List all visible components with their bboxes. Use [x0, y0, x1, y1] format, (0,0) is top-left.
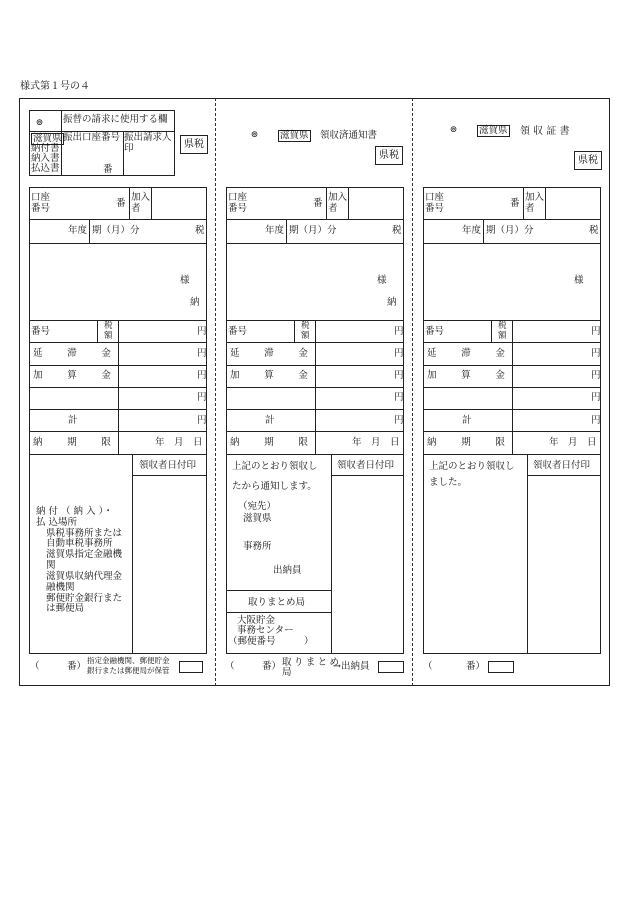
- payplace-3: 滋賀県指定金融機: [46, 549, 123, 560]
- nou: 納: [387, 297, 397, 308]
- ki-bun: 期（月）分: [92, 225, 140, 236]
- ki-bun: 期（月）分: [289, 225, 337, 236]
- en-4: 円: [197, 392, 207, 403]
- zeigaku-2: 額: [498, 331, 507, 341]
- en-1: 円: [394, 326, 404, 337]
- ymd: 年 月 日: [352, 437, 400, 448]
- zei: 税: [392, 225, 402, 236]
- nouki: 納 期 限: [33, 437, 119, 448]
- koza-ban: 番: [313, 198, 323, 209]
- panel2-title: 領収済通知書: [320, 130, 378, 141]
- nouki: 納 期 限: [427, 437, 513, 448]
- foot-ban-3: 番）: [466, 661, 486, 672]
- zei: 税: [589, 225, 599, 236]
- en-3: 円: [394, 370, 404, 381]
- kei: 計: [462, 415, 472, 426]
- pref-label: 滋賀県: [280, 130, 309, 141]
- notice-2: たから通知します。: [232, 481, 317, 492]
- en-4: 円: [591, 392, 601, 403]
- kenzei-badge: 県税: [375, 146, 403, 165]
- slip-type-2: 納付書: [31, 143, 60, 154]
- zei: 税: [195, 225, 205, 236]
- payplace-title-1: 納 付 （ 納 入 ）・: [36, 506, 113, 517]
- osaka-1: 大阪貯金: [237, 615, 276, 626]
- foot-ban-1: 番）: [67, 661, 87, 672]
- atesaki-2: 滋賀県: [243, 513, 272, 524]
- slip-type-4: 払込書: [31, 163, 60, 174]
- perforation-2: [412, 98, 413, 686]
- en-5: 円: [197, 415, 207, 426]
- payplace-1: 県税事務所または: [46, 528, 123, 539]
- furide-koza-label: 振出口座番号: [63, 132, 121, 143]
- nendo: 年度: [265, 225, 285, 236]
- kasan-kin: 加 算 金: [230, 370, 316, 381]
- foot-note-1: 指定金融機関、郵便貯金: [87, 656, 170, 665]
- payplace-2: 自動車税事務所: [46, 538, 113, 549]
- osaka-3: （郵便番号 ）: [228, 636, 314, 647]
- kei: 計: [265, 415, 275, 426]
- kanyusha-2: 者: [328, 203, 338, 214]
- kanyusha-1: 加入: [525, 192, 545, 203]
- kanyusha-1: 加入: [131, 192, 151, 203]
- kanyusha-1: 加入: [328, 192, 348, 203]
- kenzei-badge: 県税: [574, 151, 602, 170]
- osaka-2: 事務センター: [237, 625, 294, 636]
- zeigaku-1: 税: [498, 321, 507, 331]
- sama: 様: [574, 275, 584, 286]
- en-5: 円: [591, 415, 601, 426]
- koza-ban: 番: [510, 198, 520, 209]
- jimusho: 事務所: [243, 541, 272, 552]
- nendo: 年度: [462, 225, 482, 236]
- ki-bun: 期（月）分: [486, 225, 534, 236]
- koza-bango-2: 番号: [425, 203, 445, 214]
- ymd: 年 月 日: [155, 437, 203, 448]
- en-2: 円: [591, 348, 601, 359]
- transfer-title: 振替の請求に使用する欄: [63, 114, 168, 125]
- zeigaku-1: 税: [301, 321, 310, 331]
- en-1: 円: [591, 326, 601, 337]
- kei: 計: [68, 415, 78, 426]
- entai-kin: 延 滞 金: [427, 348, 513, 359]
- koza-bango-2: 番号: [228, 203, 248, 214]
- atesaki-1: （宛先）: [238, 501, 277, 512]
- slip-type-1: 滋賀県: [33, 133, 62, 144]
- torimatome-label: 取りまとめ局: [248, 597, 306, 608]
- kasan-kin: 加 算 金: [427, 370, 513, 381]
- koza-bango-2: 番号: [31, 203, 51, 214]
- panel3-title: 領 収 証 書: [520, 126, 570, 137]
- zeigaku-1: 税: [104, 321, 113, 331]
- kanyusha-2: 者: [131, 203, 141, 214]
- payplace-title-2: 払 込場所: [36, 517, 78, 528]
- foot-paren-3: （: [423, 661, 433, 672]
- notice-1: 上記のとおり領収し: [232, 461, 318, 472]
- en-3: 円: [197, 370, 207, 381]
- nouki: 納 期 限: [230, 437, 316, 448]
- kanyusha-2: 者: [525, 203, 535, 214]
- bango: 番号: [425, 326, 445, 337]
- kenzei-badge: 県税: [180, 135, 208, 154]
- stamp-mark: ⊚: [35, 118, 44, 128]
- en-2: 円: [394, 348, 404, 359]
- ymd: 年 月 日: [549, 437, 597, 448]
- foot-torimatome-1: 取りまとめ: [282, 657, 342, 668]
- entai-kin: 延 滞 金: [230, 348, 316, 359]
- foot-ban-2: 番）: [262, 661, 282, 672]
- koza-bango-1: 口座: [31, 192, 51, 203]
- foot-box-3: [488, 661, 514, 673]
- furide-seikyu-in: 印: [124, 143, 134, 154]
- bango: 番号: [31, 326, 51, 337]
- notice-2: ました。: [429, 477, 468, 488]
- koza-bango-1: 口座: [228, 192, 248, 203]
- bango: 番号: [228, 326, 248, 337]
- furide-ban: 番: [103, 164, 113, 175]
- pref-label: 滋賀県: [479, 125, 508, 136]
- furide-seikyu-label: 振出請求人: [124, 132, 172, 143]
- payplace-6: 融機関: [46, 582, 75, 593]
- hizuke-label: 領収者日付印: [533, 460, 591, 471]
- foot-arrow: →出納員: [333, 661, 370, 672]
- en-5: 円: [394, 415, 404, 426]
- kasan-kin: 加 算 金: [33, 370, 119, 381]
- payplace-7: 郵便貯金銀行また: [46, 593, 123, 604]
- en-2: 円: [197, 348, 207, 359]
- payplace-5: 滋賀県収納代理金: [46, 571, 123, 582]
- nendo: 年度: [68, 225, 88, 236]
- foot-box-2: [378, 661, 404, 673]
- en-4: 円: [394, 392, 404, 403]
- foot-note-2: 銀行または郵便局が保管: [87, 666, 170, 675]
- nou: 納: [190, 297, 200, 308]
- entai-kin: 延 滞 金: [33, 348, 119, 359]
- en-1: 円: [197, 326, 207, 337]
- notice-1: 上記のとおり領収し: [429, 461, 515, 472]
- en-3: 円: [591, 370, 601, 381]
- form-number: 様式第１号の４: [20, 81, 90, 92]
- foot-box-1: [179, 661, 203, 673]
- hizuke-label: 領収者日付印: [337, 460, 395, 471]
- payplace-4: 関: [46, 560, 56, 571]
- zeigaku-2: 額: [104, 331, 113, 341]
- stamp-mark: ⊚: [250, 130, 259, 140]
- payplace-8: は郵便局: [46, 603, 85, 614]
- slip-type-3: 納入書: [31, 153, 60, 164]
- perforation-1: [215, 98, 216, 686]
- sama: 様: [180, 275, 190, 286]
- hizuke-label: 領収者日付印: [139, 460, 197, 471]
- koza-bango-1: 口座: [425, 192, 445, 203]
- stamp-mark: ⊚: [449, 125, 458, 135]
- zeigaku-2: 額: [301, 331, 310, 341]
- sama: 様: [377, 275, 387, 286]
- foot-paren-1: （: [30, 661, 40, 672]
- suitoin: 出納員: [273, 565, 302, 576]
- koza-ban: 番: [116, 198, 126, 209]
- foot-torimatome-2: 局: [282, 667, 292, 678]
- foot-paren-2: （: [225, 661, 235, 672]
